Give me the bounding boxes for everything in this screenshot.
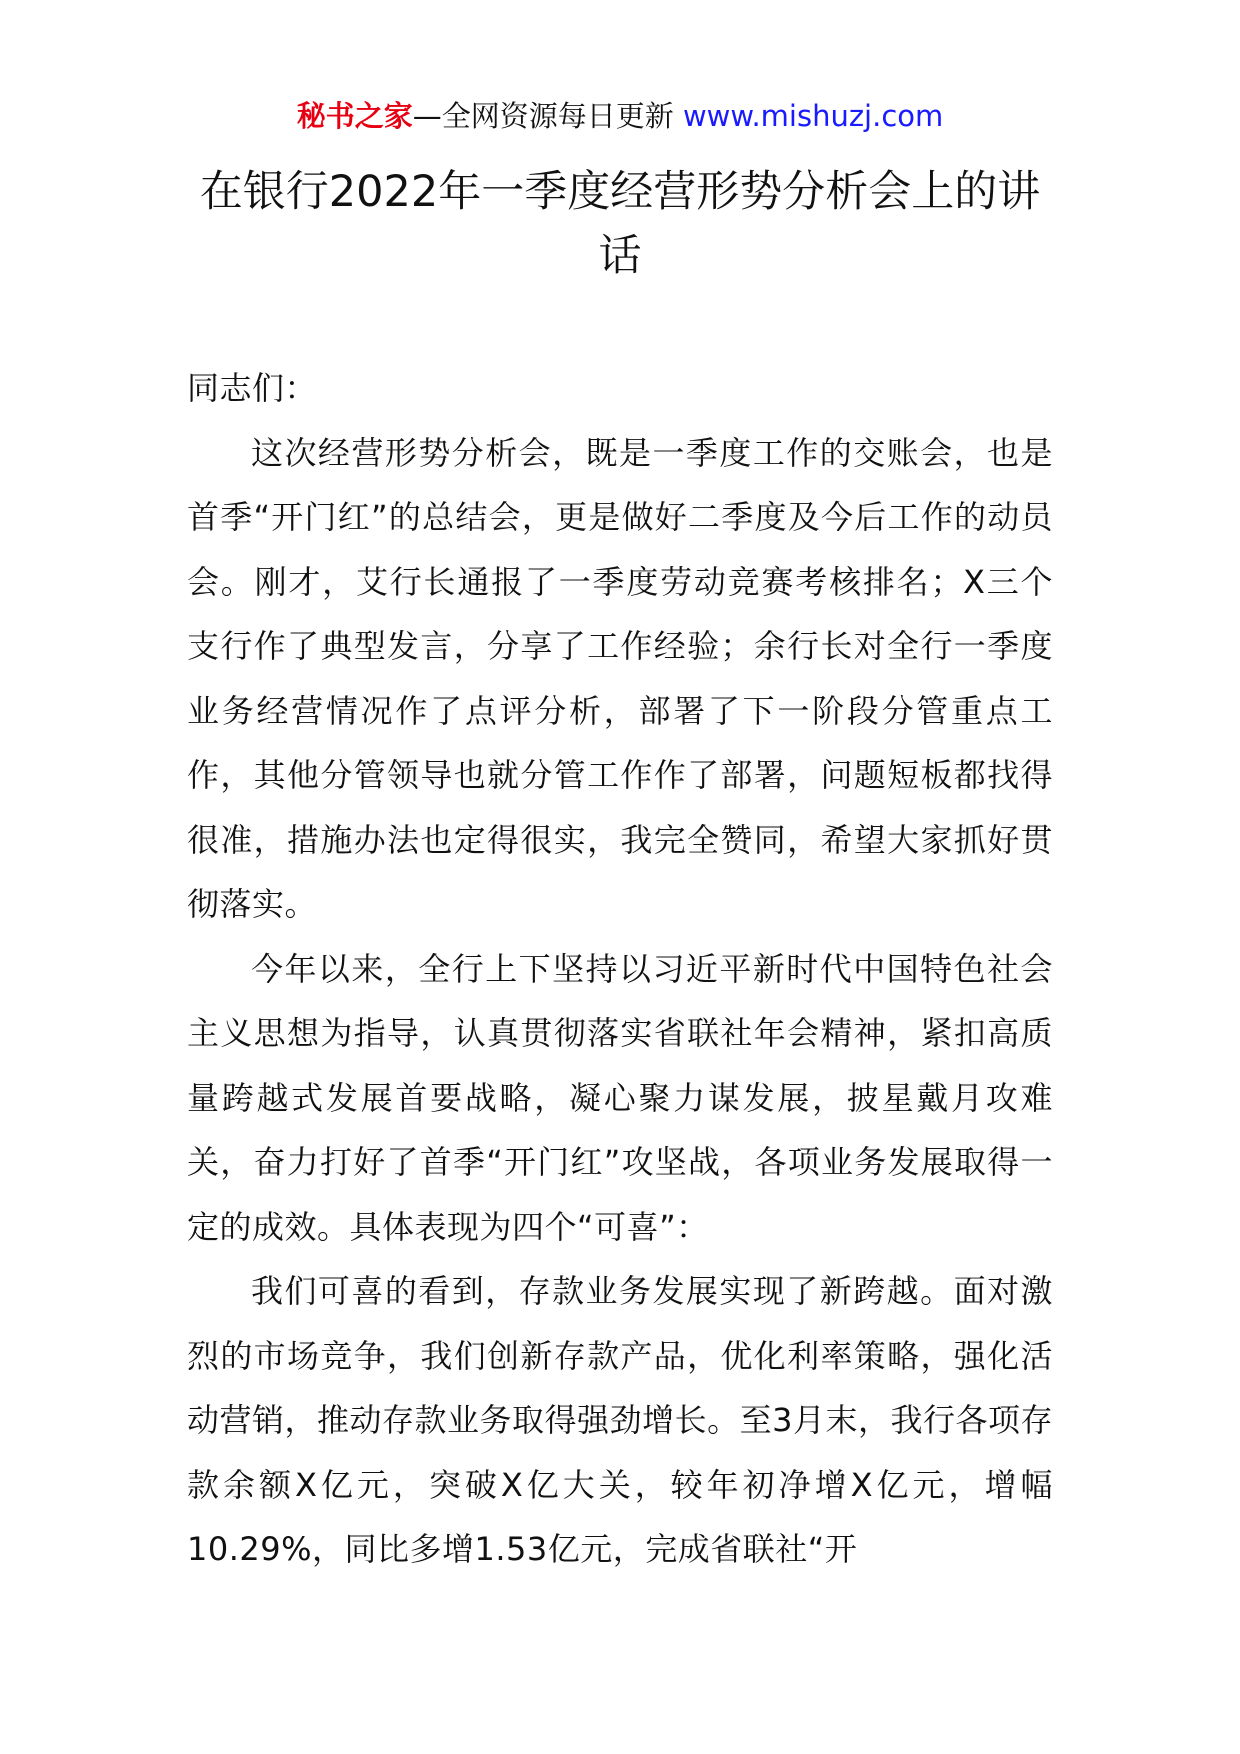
site-brand: 秘书之家 xyxy=(296,99,413,133)
site-tagline: —全网资源每日更新 xyxy=(412,99,683,133)
paragraph-3: 我们可喜的看到，存款业务发展实现了新跨越。面对激烈的市场竞争，我们创新存款产品，优化利率策略，强化活动营销，推动存款业务取得强劲增长。至3月末，我行各项存款余额X亿元，突破X亿大关，较年初净增X亿元，增幅10.29%，同比多增1.53亿元，完成省联社“开 xyxy=(187,1272,1053,1568)
document-body xyxy=(187,356,1053,1582)
salutation: 同志们： xyxy=(187,369,318,407)
watermark-header xyxy=(0,96,1240,136)
paragraph-1: 这次经营形势分析会，既是一季度工作的交账会，也是首季“开门红”的总结会，更是做好二季度及今后工作的动员会。刚才，艾行长通报了一季度劳动竞赛考核排名；X三个支行作了典型发言，分享了工作经验；余行长对全行一季度业务经营情况作了点评分析，部署了下一阶段分管重点工作，其他分管领导也就分管工作作了部署，问题短板都找得很准，措施办法也定得很实，我完全赞同，希望大家抓好贯彻落实。 xyxy=(187,433,1053,923)
paragraph-2: 今年以来，全行上下坚持以习近平新时代中国特色社会主义思想为指导，认真贯彻落实省联社年会精神，紧扣高质量跨越式发展首要战略，凝心聚力谋发展，披星戴月攻难关，奋力打好了首季“开门红”攻坚战，各项业务发展取得一定的成效。具体表现为四个“可喜”： xyxy=(187,949,1053,1246)
site-url[interactable]: www.mishuzj.com xyxy=(682,99,944,133)
document-title: 在银行2022年一季度经营形势分析会上的讲话 xyxy=(199,167,1041,281)
